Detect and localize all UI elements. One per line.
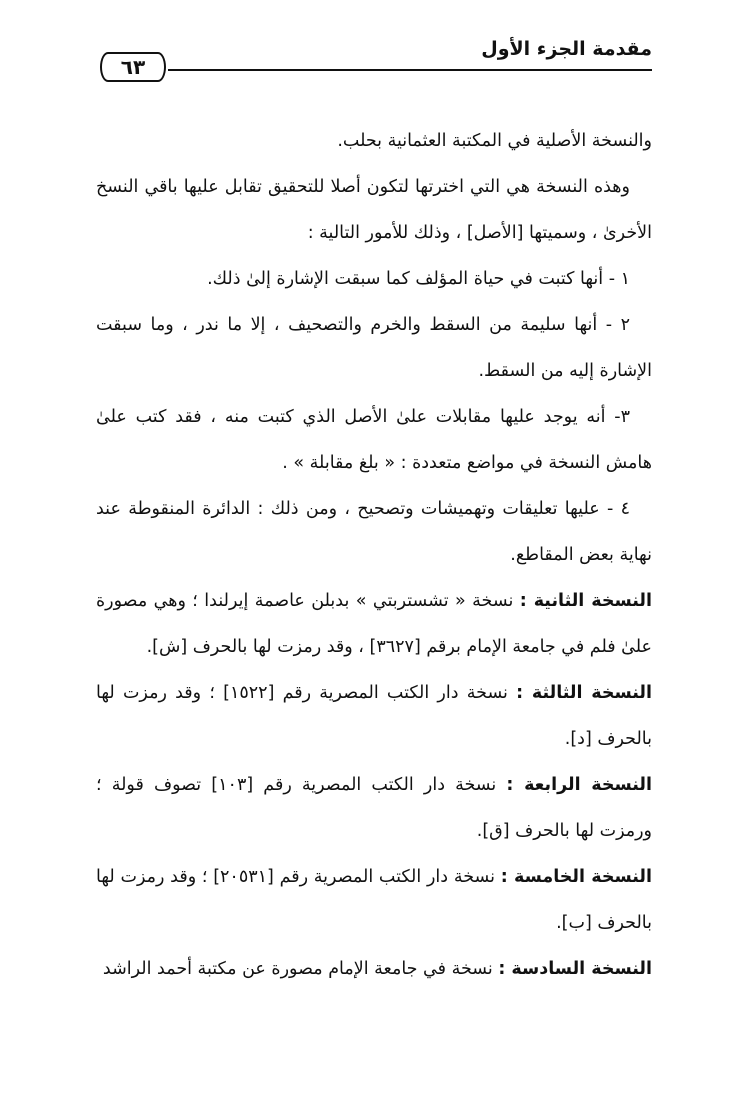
page-body [96, 118, 652, 992]
page-number-badge [100, 52, 166, 82]
page-number: ٦٣ [120, 55, 146, 79]
paragraph-text: ٤ - عليها تعليقات وتهميشات وتصحيح ، ومن ذلك : الدائرة المنقوطة عند نهاية بعض المقاطع. [96, 499, 652, 565]
paragraph-2 [96, 164, 652, 256]
manuscript-4-entry [96, 762, 652, 854]
paragraph-text: ١ - أنها كتبت في حياة المؤلف كما سبقت الإشارة إلىٰ ذلك. [207, 269, 630, 289]
list-item-1 [96, 256, 652, 302]
paragraph-lead: النسخة الثانية : [519, 591, 652, 611]
paragraph-lead: النسخة الرابعة : [506, 775, 652, 795]
paragraph-text: والنسخة الأصلية في المكتبة العثمانية بحلب. [337, 131, 652, 151]
paragraph-1 [96, 118, 652, 164]
manuscript-5-entry [96, 854, 652, 946]
paragraph-lead: النسخة السادسة : [498, 959, 652, 979]
paragraph-lead: النسخة الخامسة : [500, 867, 652, 887]
paragraph-text: نسخة في جامعة الإمام مصورة عن مكتبة أحمد الراشد [102, 959, 499, 979]
paragraph-text: ٣- أنه يوجد عليها مقابلات علىٰ الأصل الذي كتبت منه ، فقد كتب علىٰ هامش النسخة في مواضع متعددة : « بلغ مقابلة » . [96, 407, 652, 473]
list-item-4 [96, 486, 652, 578]
paragraph-lead: النسخة الثالثة : [516, 683, 652, 703]
list-item-3 [96, 394, 652, 486]
paragraph-text: نسخة دار الكتب المصرية رقم [١٠٣] تصوف قولة ؛ ورمزت لها بالحرف [ق]. [96, 775, 652, 841]
paragraph-text: نسخة « تشستربتي » بدبلن عاصمة إيرلندا ؛ وهي مصورة علىٰ فلم في جامعة الإمام برقم [٣٦٢٧] ، وقد رمزت لها بالحرف [ش]. [96, 591, 652, 657]
manuscript-3-entry [96, 670, 652, 762]
paragraph-text: وهذه النسخة هي التي اخترتها لتكون أصلا للتحقيق تقابل عليها باقي النسخ الأخرىٰ ، وسميتها [الأصل] ، وذلك للأمور التالية : [96, 177, 652, 243]
manuscript-2-entry [96, 578, 652, 670]
header-rule [168, 69, 652, 71]
section-title: مقدمة الجزء الأول [481, 38, 652, 60]
manuscript-6-entry [96, 946, 652, 992]
paragraph-text: نسخة دار الكتب المصرية رقم [٢٠٥٣١] ؛ وقد رمزت لها بالحرف [ب]. [96, 867, 652, 933]
paragraph-text: نسخة دار الكتب المصرية رقم [١٥٢٢] ؛ وقد رمزت لها بالحرف [د]. [96, 683, 652, 749]
list-item-2 [96, 302, 652, 394]
running-header [100, 38, 652, 78]
paragraph-text: ٢ - أنها سليمة من السقط والخرم والتصحيف ، إلا ما ندر ، وما سبقت الإشارة إليه من السقط. [96, 315, 652, 381]
